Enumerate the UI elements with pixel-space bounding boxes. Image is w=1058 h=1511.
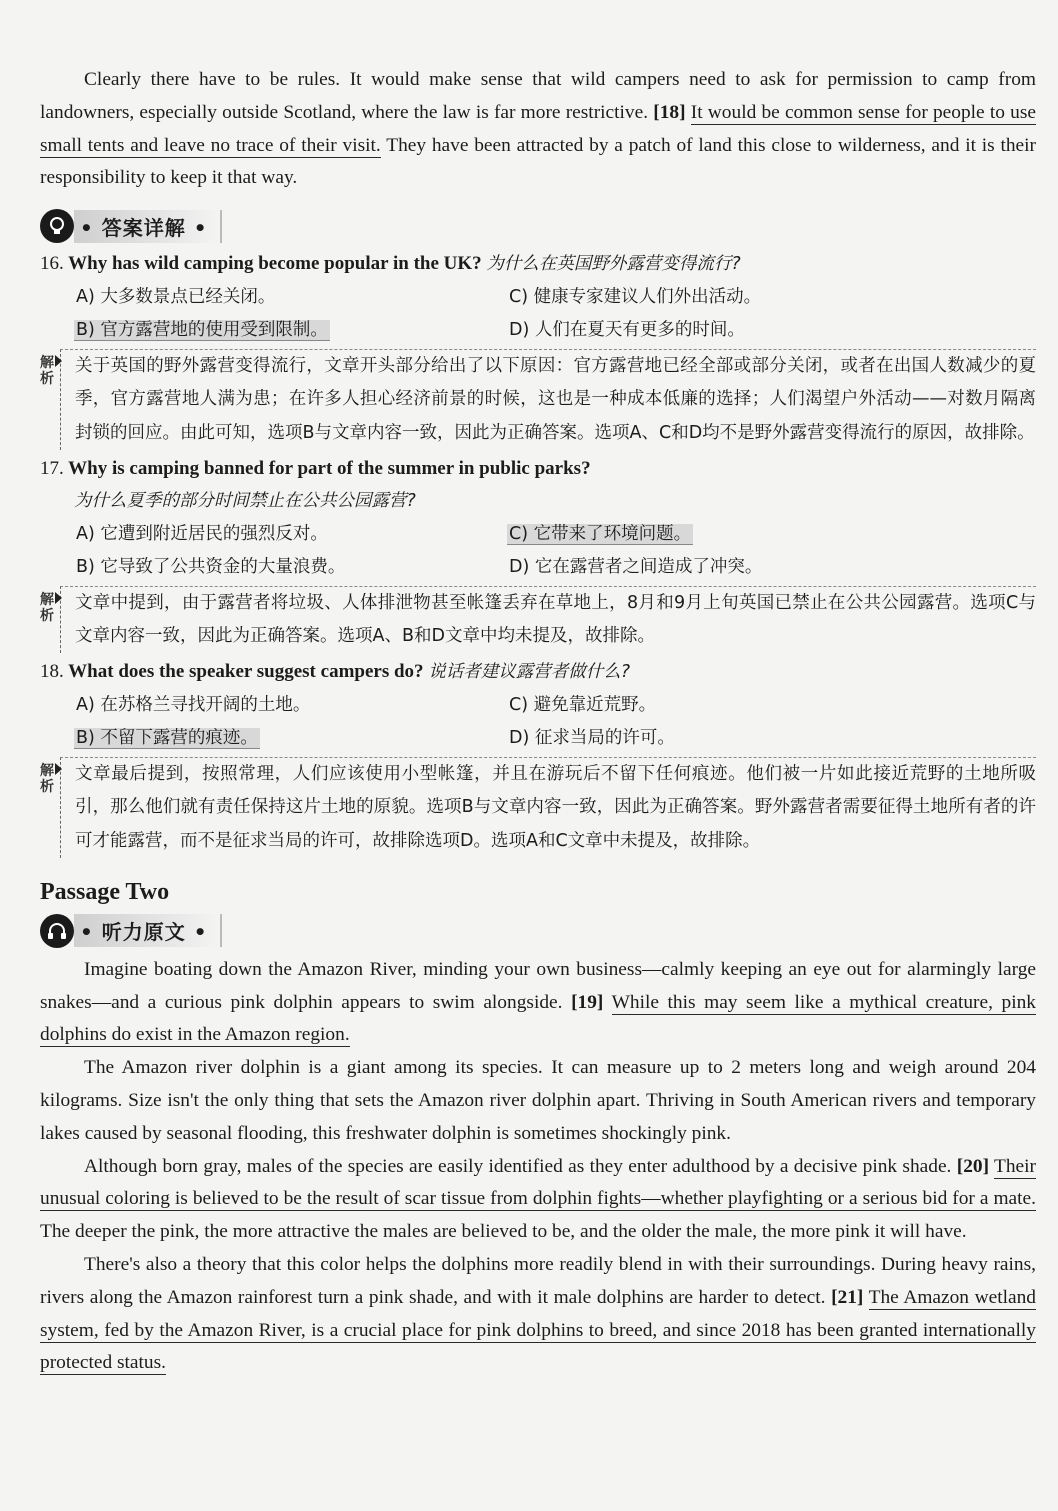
question-17-options <box>74 518 1036 584</box>
question-16-title: 16. Why has wild camping become popular in the UK? 为什么在英国野外露营变得流行? <box>40 253 741 275</box>
analysis-tag: 解析 <box>40 763 54 796</box>
option-18-a: A) 在苏格兰寻找开阔的土地。 <box>76 695 311 716</box>
option-18-d: D) 征求当局的许可。 <box>509 728 675 749</box>
answer-section-title: • 答案详解 • <box>74 210 222 243</box>
option-16-b-correct: B) 官方露营地的使用受到限制。 <box>76 320 328 341</box>
option-16-c: C) 健康专家建议人们外出活动。 <box>509 287 762 308</box>
question-18-options <box>74 689 1036 755</box>
passage-paragraph-1: Imagine boating down the Amazon River, minding your own business—calmly keeping an eye out for alarmingly large snakes—and a curious pink dolphin appears to swim alongside. [19] While this may seem like a mythical creature, pink dolphins do exist in the Amazon region. <box>40 958 1036 1046</box>
question-18-title: 18. What does the speaker suggest campers do? 说话者建议露营者做什么? <box>40 661 631 683</box>
question-17-title: 17. Why is camping banned for part of the summer in public parks? <box>40 457 591 479</box>
analysis-16-text: 关于英国的野外露营变得流行，文章开头部分给出了以下原因：官方露营地已经全部或部分关闭，或者在出国人数减少的夏季，官方露营地人满为患；在许多人担心经济前景的时候，这也是一种成本低廉的选择；人们渴望户外活动——对数月隔离封锁的回应。由此可知，选项B与文章内容一致，因此为正确答案。选项A、C和D均不是野外露营变得流行的原因，故排除。 <box>60 349 1036 450</box>
question-17-title-zh: 为什么夏季的部分时间禁止在公共公园露营? <box>74 490 416 511</box>
ref-20: [20] <box>956 1155 990 1177</box>
intro-paragraph: Clearly there have to be rules. It would make sense that wild campers need to ask for permission to camp from landowners, especially outside Scotland, where the law is far more restrictive. [18] It would be common sense for people to use small tents and leave no trace of their visit. They have been attracted by a patch of land this close to wilderness, and it is their responsibility to keep it that way. <box>40 69 1036 189</box>
analysis-tag: 解析 <box>40 355 54 388</box>
option-16-d: D) 人们在夏天有更多的时间。 <box>509 320 745 341</box>
passage-two-title: Passage Two <box>40 878 170 905</box>
option-17-c-correct: C) 它带来了环境问题。 <box>509 523 692 544</box>
analysis-18 <box>40 757 1036 858</box>
analysis-16 <box>40 349 1036 450</box>
transcript-section-title: • 听力原文 • <box>74 914 222 947</box>
underlined-sentence-19: While this may seem like a mythical creature, pink dolphins do exist in the Amazon region. <box>40 991 1036 1046</box>
question-16-options <box>74 281 1036 347</box>
option-17-d: D) 它在露营者之间造成了冲突。 <box>509 556 763 577</box>
analysis-17-text: 文章中提到，由于露营者将垃圾、人体排泄物甚至帐篷丢弃在草地上，8月和9月上旬英国已禁止在公共公园露营。选项C与文章内容一致，因此为正确答案。选项A、B和D文章中均未提及，故排除。 <box>60 586 1036 653</box>
analysis-18-text: 文章最后提到，按照常理，人们应该使用小型帐篷，并且在游玩后不留下任何痕迹。他们被一片如此接近荒野的土地所吸引，那么他们就有责任保持这片土地的原貌。选项B与文章内容一致，因此为正确答案。野外露营者需要征得土地所有者的许可才能露营，而不是征求当局的许可，故排除选项D。选项A和C文章中未提及，故排除。 <box>60 757 1036 858</box>
passage-paragraph-2: The Amazon river dolphin is a giant among its species. It can measure up to 2 meters long and weigh around 204 kilograms. Size isn't the only thing that sets the Amazon river dolphin apart. Thriving in South American rivers and temporary lakes caused by seasonal flooding, this freshwater dolphin is sometimes shockingly pink. <box>40 1057 1036 1144</box>
option-17-a: A) 它遭到附近居民的强烈反对。 <box>76 523 328 544</box>
ref-21: [21] <box>831 1286 864 1308</box>
ref-19: [19] <box>571 991 604 1013</box>
underlined-sentence-21: The Amazon wetland system, fed by the Amazon River, is a crucial place for pink dolphins to breed, and since 2018 has been granted internationally protected status. <box>40 1286 1036 1374</box>
analysis-tag: 解析 <box>40 591 54 624</box>
option-18-c: C) 避免靠近荒野。 <box>509 695 657 716</box>
ref-18: [18] <box>653 101 686 123</box>
option-16-a: A) 大多数景点已经关闭。 <box>76 287 276 308</box>
transcript-section-header <box>40 912 1036 950</box>
passage-paragraph-3: Although born gray, males of the species are easily identified as they enter adulthood by a decisive pink shade. [20] Their unusual coloring is believed to be the result of scar tissue from dolphin fights—whether playfighting or a serious bid for a mate. The deeper the pink, the more attractive the males are believed to be, and the older the male, the more pink it will have. <box>40 1155 1036 1243</box>
analysis-17 <box>40 586 1036 653</box>
answer-section-header <box>40 207 1036 245</box>
underlined-sentence-18: It would be common sense for people to use small tents and leave no trace of their visit. <box>40 101 1036 156</box>
lightbulb-icon <box>40 209 74 243</box>
underlined-sentence-20: Their unusual coloring is believed to be the result of scar tissue from dolphin fights—whether playfighting or a serious bid for a mate. <box>40 1155 1036 1210</box>
passage-paragraph-4: There's also a theory that this color helps the dolphins more readily blend in with their surroundings. During heavy rains, rivers along the Amazon rainforest turn a pink shade, and with it male dolphins are harder to detect. [21] The Amazon wetland system, fed by the Amazon River, is a crucial place for pink dolphins to breed, and since 2018 has been granted internationally protected status. <box>40 1253 1036 1374</box>
headphones-icon <box>40 914 74 948</box>
option-18-b-correct: B) 不留下露营的痕迹。 <box>76 728 258 749</box>
option-17-b: B) 它导致了公共资金的大量浪费。 <box>76 556 346 577</box>
